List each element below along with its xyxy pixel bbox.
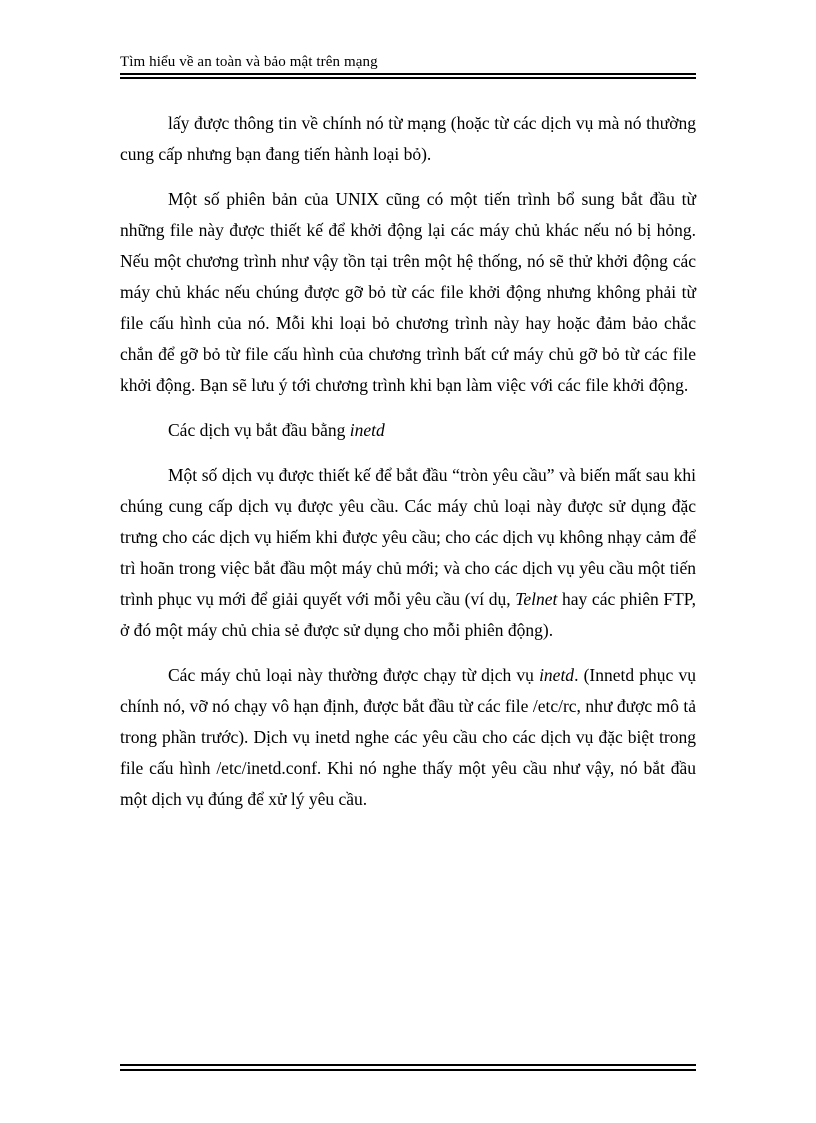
paragraph-2 xyxy=(120,184,696,401)
paragraph-4-italic: inetd xyxy=(539,665,575,685)
paragraph-4 xyxy=(120,660,696,815)
paragraph-1-text: lấy được thông tin về chính nó từ mạng (hoặc từ các dịch vụ mà nó thường cung cấp nhưng bạn đang tiến hành loại bỏ). xyxy=(120,113,696,164)
paragraph-3 xyxy=(120,460,696,646)
header-rule-bottom xyxy=(120,77,696,79)
document-body xyxy=(120,108,696,829)
paragraph-4-text-b: . (Innetd phục vụ chính nó, vỡ nó chạy vô hạn định, được bắt đầu từ các file /etc/rc, như được mô tả trong phần trước). Dịch vụ inetd nghe các yêu cầu cho các dịch vụ đặc biệt trong file cấu hình /etc/inetd.conf. Khi nó nghe thấy một yêu cầu như vậy, nó bắt đầu một dịch vụ đúng để xử lý yêu cầu. xyxy=(120,665,696,809)
paragraph-3-text-b: hay các phiên FTP, ở đó một máy chủ chia sẻ được sử dụng cho mỗi phiên động). xyxy=(120,589,696,640)
paragraph-3-italic: Telnet xyxy=(515,589,558,609)
section-heading-italic: inetd xyxy=(349,420,385,440)
section-heading-text: Các dịch vụ bắt đầu bằng xyxy=(168,420,350,440)
paragraph-3-text-a: Một số dịch vụ được thiết kế để bắt đầu “tròn yêu cầu” và biến mất sau khi chúng cung cấp dịch vụ được yêu cầu. Các máy chủ loại này được sử dụng đặc trưng cho các dịch vụ hiếm khi được yêu cầu; cho các dịch vụ không nhạy cảm để trì hoãn trong việc bắt đầu một máy chủ mới; và cho các dịch vụ yêu cầu một tiến trình phục vụ mới để giải quyết với mỗi yêu cầu (ví dụ, xyxy=(120,465,696,609)
header-title: Tìm hiểu về an toàn và bảo mật trên mạng xyxy=(120,54,378,70)
footer-rule-bottom xyxy=(120,1069,696,1071)
footer-rule-top xyxy=(120,1064,696,1066)
paragraph-4-text-a: Các máy chủ loại này thường được chạy từ dịch vụ xyxy=(168,665,540,685)
header-rule-top xyxy=(120,73,696,75)
paragraph-2-text: Một số phiên bản của UNIX cũng có một tiến trình bổ sung bắt đầu từ những file này được thiết kế để khởi động lại các máy chủ khác nếu nó bị hỏng. Nếu một chương trình như vậy tồn tại trên một hệ thống, nó sẽ thử khởi động các máy chủ khác nếu chúng được gỡ bỏ từ các file khởi động nhưng không phải từ file cấu hình của nó. Mỗi khi loại bỏ chương trình này hay hoặc đảm bảo chắc chắn để gỡ bỏ từ file cấu hình của chương trình bất cứ máy chủ gỡ bỏ từ các file khởi động. Bạn sẽ lưu ý tới chương trình khi bạn làm việc với các file khởi động. xyxy=(120,189,696,395)
section-heading xyxy=(120,415,696,446)
paragraph-1 xyxy=(120,108,696,170)
